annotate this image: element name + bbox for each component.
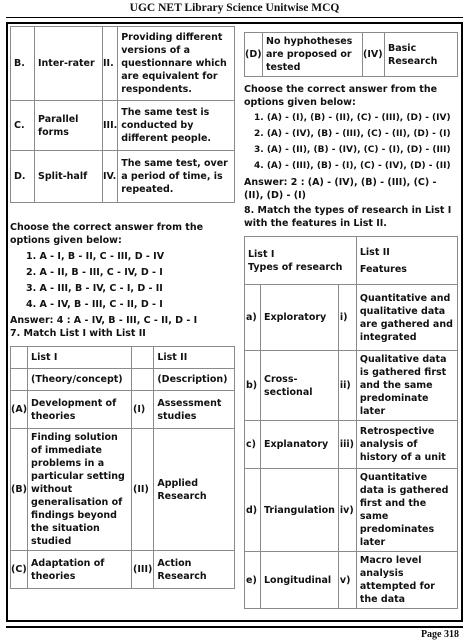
options-list — [244, 112, 458, 173]
table-cell: Adaptation of theories — [28, 551, 132, 589]
table-cell: List II — [154, 347, 235, 369]
option-item: 1. A - I, B - II, C - III, D - IV — [26, 251, 165, 262]
table-cell: III. — [103, 101, 118, 151]
table-row — [245, 421, 458, 469]
option-item: 1. (A) - (I), (B) - (II), (C) - (III), (D) - (IV) — [254, 113, 451, 123]
table-cell: Finding solution of immediate problems in a particular setting without generalisation of findings beyond the situation studied — [28, 429, 132, 551]
table-cell: Basic Research — [385, 33, 458, 77]
table-cell — [11, 369, 28, 391]
table-cell: Quantitative and qualitative data are gathered and integrated — [356, 285, 457, 351]
table-cell: (IV) — [363, 33, 385, 77]
table-cell: Cross-sectional — [261, 351, 339, 421]
table-cell: D. — [11, 151, 35, 203]
table-cell: Triangulation — [261, 469, 339, 552]
table-cell: iv) — [338, 469, 356, 552]
table-row — [11, 429, 235, 551]
table-cell: iii) — [338, 421, 356, 469]
answer-text: Answer: 2 : (A) - (IV), (B) - (III), (C) - (II), (D) - (I) — [244, 177, 437, 201]
table-cell: Action Research — [154, 551, 235, 589]
table-cell: Exploratory — [261, 285, 339, 351]
options-list — [10, 250, 235, 311]
table-cell: i) — [338, 285, 356, 351]
table-cell: Longitudinal — [261, 552, 339, 609]
table-cell: Macro level analysis attempted for the data — [356, 552, 457, 609]
table-cell: (D) — [245, 33, 263, 77]
right-column — [244, 32, 458, 609]
question-title: 7. Match List I with List II — [10, 328, 146, 339]
table-cell: Assessment studies — [154, 391, 235, 429]
table-row — [245, 469, 458, 552]
match-table-q7 — [10, 346, 235, 589]
table-cell — [356, 237, 457, 285]
table-row — [11, 27, 235, 101]
table-row — [11, 551, 235, 589]
table-cell: List I — [28, 347, 132, 369]
table-cell: The same test is conducted by different people. — [118, 101, 235, 151]
table-row — [245, 351, 458, 421]
table-cell: v) — [338, 552, 356, 609]
table-cell: C. — [11, 101, 35, 151]
left-column — [10, 26, 235, 589]
table-cell: a) — [245, 285, 261, 351]
table-cell: Explanatory — [261, 421, 339, 469]
match-table-q7-continued — [244, 32, 458, 77]
table-row — [11, 151, 235, 203]
option-item: 2. A - II, B - III, C - IV, D - I — [26, 267, 163, 278]
table-cell: Development of theories — [28, 391, 132, 429]
table-cell: Providing different versions of a questionnare which are equivalent for respondents. — [118, 27, 235, 101]
header-rule — [6, 17, 463, 18]
table-row — [11, 101, 235, 151]
table-cell — [245, 237, 357, 285]
table-cell: Split-half — [35, 151, 103, 203]
table-cell — [132, 347, 154, 369]
table-cell: (Description) — [154, 369, 235, 391]
list-heading: List I — [248, 248, 275, 260]
table-cell: Inter-rater — [35, 27, 103, 101]
table-cell: (III) — [132, 551, 154, 589]
table-cell: (II) — [132, 429, 154, 551]
page-number: Page 318 — [420, 629, 459, 640]
table-cell: The same test, over a period of time, is repeated. — [118, 151, 235, 203]
table-row — [11, 369, 235, 391]
option-item: 3. A - III, B - IV, C - I, D - II — [26, 283, 163, 294]
option-item: 4. A - IV, B - III, C - II, D - I — [26, 299, 163, 310]
table-row — [245, 33, 458, 77]
table-cell: ii) — [338, 351, 356, 421]
match-table-q8 — [244, 236, 458, 609]
table-row — [245, 285, 458, 351]
options-prompt: Choose the correct answer from the options given below: — [244, 84, 438, 108]
table-cell: Parallel forms — [35, 101, 103, 151]
table-cell: II. — [103, 27, 118, 101]
table-cell: c) — [245, 421, 261, 469]
table-cell: d) — [245, 469, 261, 552]
list-subheading: Types of research — [248, 261, 343, 273]
table-row — [245, 552, 458, 609]
table-row — [11, 391, 235, 429]
table-cell — [11, 347, 28, 369]
table-cell: Quantitative data is gathered first and the same predominates later — [356, 469, 457, 552]
table-cell: (C) — [11, 551, 28, 589]
table-row — [245, 237, 458, 285]
list-subheading: Features — [359, 263, 407, 275]
table-cell: b) — [245, 351, 261, 421]
option-item: 2. (A) - (IV), (B) - (III), (C) - (II), (D) - (I) — [254, 129, 451, 139]
table-cell: (A) — [11, 391, 28, 429]
table-cell: Qualitative data is gathered first and the same predominate later — [356, 351, 457, 421]
table-cell: e) — [245, 552, 261, 609]
option-item: 3. (A) - (II), (B) - (IV), (C) - (I), (D) - (III) — [254, 145, 451, 155]
table-cell: IV. — [103, 151, 118, 203]
options-prompt: Choose the correct answer from the options given below: — [10, 222, 204, 246]
table-row — [11, 347, 235, 369]
table-cell: Applied Research — [154, 429, 235, 551]
option-item: 4. (A) - (III), (B) - (I), (C) - (IV), (D) - (II) — [254, 161, 451, 171]
table-cell: (I) — [132, 391, 154, 429]
table-cell: Retrospective analysis of history of a unit — [356, 421, 457, 469]
table-cell — [132, 369, 154, 391]
page-header: UGC NET Library Science Unitwise MCQ — [129, 2, 340, 14]
answer-text: Answer: 4 : A - IV, B - III, C - II, D - I — [10, 315, 198, 326]
table-cell: (B) — [11, 429, 28, 551]
table-cell: (Theory/concept) — [28, 369, 132, 391]
table-cell: No hyphotheses are proposed or tested — [263, 33, 363, 77]
match-table-continued — [10, 26, 235, 203]
question-title: 8. Match the types of research in List I with the features in List II. — [244, 205, 452, 229]
footer-rule — [6, 626, 463, 628]
table-cell: B. — [11, 27, 35, 101]
list-heading: List II — [359, 246, 390, 258]
